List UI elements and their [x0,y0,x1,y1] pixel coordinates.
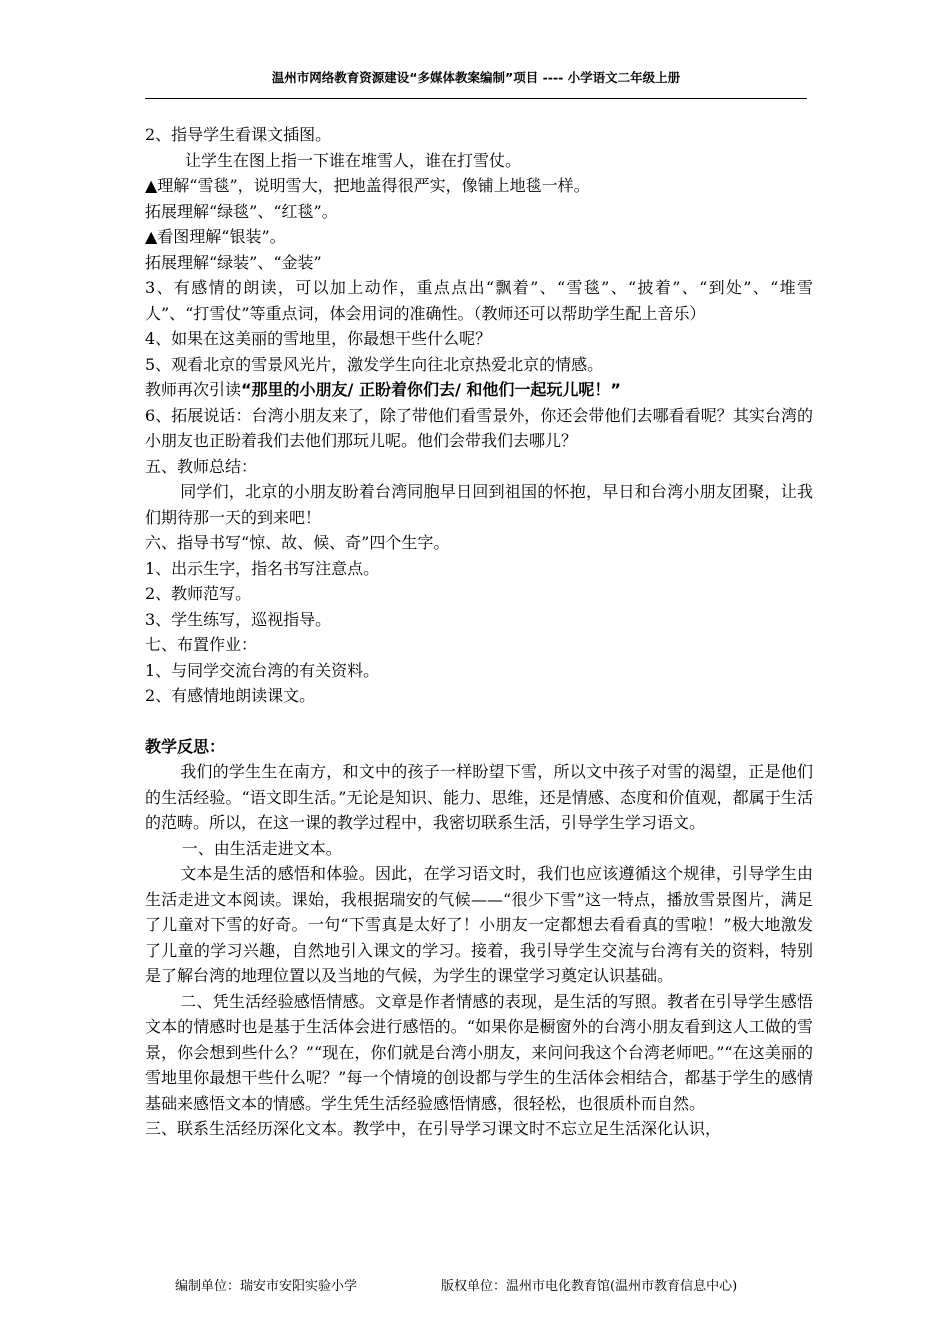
page-header [145,70,807,99]
body-paragraph: 6、拓展说话：台湾小朋友来了，除了带他们看雪景外，你还会带他们去哪看看呢？其实台湾的小朋友也正盼着我们去他们那玩儿呢。他们会带我们去哪儿？ [145,405,813,450]
body-line: 六、指导书写“惊、故、候、奇”四个生字。 [145,533,450,552]
section-gap [145,709,813,734]
reflection-paragraph: 三、联系生活经历深化文本。教学中，在引导学习课文时不忘立足生活深化认识， [145,1119,722,1138]
reread-intro: 教师再次引读 [145,380,242,399]
footer-copyright: 版权单位：温州市电化教育馆(温州市教育信息中心) [441,1279,738,1294]
body-line: 1、与同学交流台湾的有关资料。 [145,660,380,680]
body-line: ▲看图理解“银装”。 [145,227,286,246]
body-line: 4、如果在这美丽的雪地里，你最想干些什么呢？ [145,329,492,348]
body-line: 让学生在图上指一下谁在堆雪人，谁在打雪仗。 [185,150,522,170]
body-paragraph: 同学们，北京的小朋友盼着台湾同胞早日回到祖国的怀抱，早日和台湾小朋友团聚，让我们期待那一天的到来吧！ [145,482,813,527]
body-line: 1、出示生字，指名书写注意点。 [145,558,380,578]
body-paragraph: 3、有感情的朗读，可以加上动作，重点点出“飘着”、“雪毯”、“披着”、“到处”、“堆雪人”、“打雪仗”等重点词，体会用词的准确性。（教师还可以帮助学生配上音乐） [145,278,813,323]
body-line [145,377,813,403]
reread-quote: “那里的小朋友/ 正盼着你们去/ 和他们一起玩儿呢！” [241,380,621,399]
reflection-paragraph: 二、凭生活经验感悟情感。文章是作者情感的表现，是生活的写照。教者在引导学生感悟文本的情感时也是基于生活体会进行感悟的。“如果你是橱窗外的台湾小朋友看到这人工做的雪景，你会想到些什么？”“现在，你们就是台湾小朋友，来问问我这个台湾老师吧。”“在这美丽的雪地里你最想干些什么呢？”每一个情境的创设都与学生的生活体会相结合，都基于学生的感情基础来感悟文本的情感。学生凭生活经验感悟情感，很轻松，也很质朴而自然。 [145,991,813,1113]
body-line: 五、教师总结： [145,456,258,476]
header-title: 温州市网络教育资源建设“多媒体教案编制”项目 ---- 小学语文二年级上册 [271,70,681,85]
reflection-heading: 教学反思： [145,736,226,756]
reflection-paragraph: 一、由生活走进文本。 [181,838,342,858]
footer-editor: 编制单位：瑞安市安阳实验小学 [175,1279,358,1294]
reflection-paragraph: 我们的学生生在南方，和文中的孩子一样盼望下雪，所以文中孩子对雪的渴望，正是他们的生活经验。“语文即生活。”无论是知识、能力、思维，还是情感、态度和价值观，都属于生活的范畴。所以，在这一课的教学过程中，我密切联系生活，引导学生学习语文。 [145,762,813,832]
document-body [145,122,813,1142]
reflection-paragraph: 文本是生活的感悟和体验。因此，在学习语文时，我们也应该遵循这个规律，引导学生由生活走进文本阅读。课始，我根据瑞安的气候——“很少下雪”这一特点，播放雪景图片，满足了儿童对下雪的好奇。一句“下雪真是太好了！小朋友一定都想去看看真的雪啦！”极大地激发了儿童的学习兴趣，自然地引入课文的学习。接着，我引导学生交流与台湾有关的资料，特别是了解台湾的地理位置以及当地的气候，为学生的课堂学习奠定认识基础。 [145,864,813,985]
body-line: 2、有感情地朗读课文。 [145,686,316,705]
body-line: 拓展理解“绿装”、“金装” [145,252,322,272]
body-line: ▲理解“雪毯”，说明雪大，把地盖得很严实，像铺上地毯一样。 [145,176,590,195]
body-line: 七、布置作业： [145,635,258,654]
body-line: 2、教师范写。 [145,584,252,603]
body-line: 5、观看北京的雪景风光片，激发学生向往北京热爱北京的情感。 [145,354,604,374]
body-line: 2、指导学生看课文插图。 [145,125,332,144]
body-line: 拓展理解“绿毯”、“红毯”。 [145,201,338,221]
body-line: 3、学生练写，巡视指导。 [145,609,332,629]
